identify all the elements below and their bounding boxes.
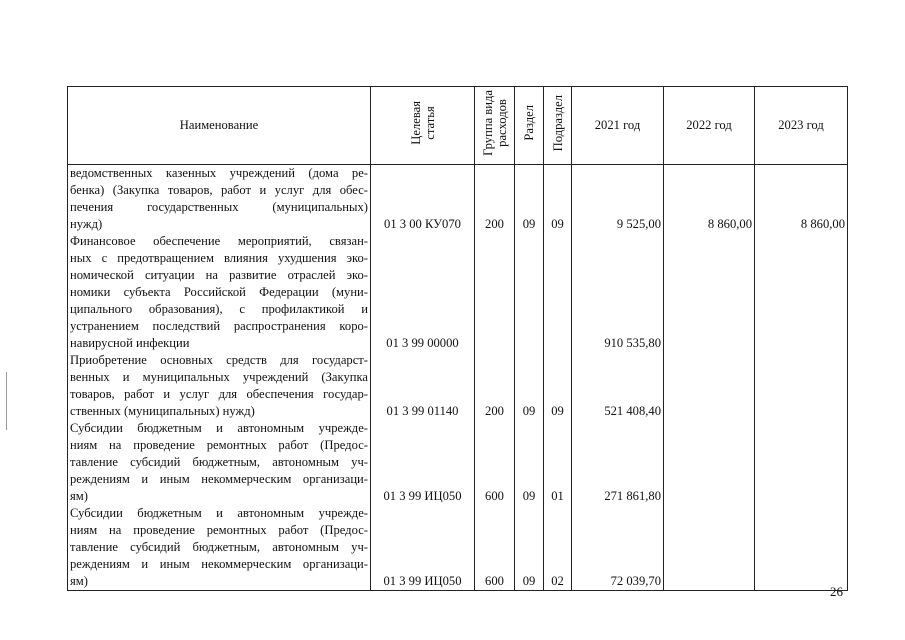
row-amount-2023: [755, 352, 848, 420]
header-2021: 2021 год: [572, 87, 664, 165]
row-amount-2022: [664, 233, 755, 352]
table-body: [68, 165, 848, 591]
row-subsection: 01: [544, 420, 572, 505]
header-target-article: [371, 87, 475, 165]
row-amount-2023: 8 860,00: [755, 165, 848, 234]
row-name-line: Субсидии бюджетным и автономным учрежде-: [70, 506, 368, 520]
row-name-line: тавление субсидий бюджетным, автономным уч-: [70, 455, 368, 469]
row-amount-2022: 8 860,00: [664, 165, 755, 234]
row-amount-2023: [755, 233, 848, 352]
row-name-line: печения государственных (муниципальных): [70, 200, 368, 214]
budget-table: [67, 86, 848, 591]
row-target-article: 01 3 99 ИЦ050: [371, 505, 475, 591]
row-amount-2021: 910 535,80: [572, 233, 664, 352]
row-subsection: [544, 233, 572, 352]
header-2022: 2022 год: [664, 87, 755, 165]
header-section: [515, 87, 544, 165]
table-header-row: [68, 87, 848, 165]
row-name-line: реждениям и иным некоммерческим организаци-: [70, 557, 368, 571]
table-row: [68, 165, 848, 234]
row-name-line: ям): [70, 574, 88, 588]
row-amount-2022: [664, 352, 755, 420]
row-expense-group: 200: [475, 352, 515, 420]
row-section: 09: [515, 420, 544, 505]
row-target-article: 01 3 99 01140: [371, 352, 475, 420]
row-name-line: устранением последствий распространения коро-: [70, 319, 368, 333]
header-2023: 2023 год: [755, 87, 848, 165]
table-row: [68, 505, 848, 591]
page-edge-mark: [6, 372, 7, 430]
row-name-line: ных с предотвращением влияния ухудшения эко-: [70, 251, 368, 265]
table-row: [68, 420, 848, 505]
row-name-line: навирусной инфекции: [70, 336, 190, 350]
row-name-line: ниям на проведение ремонтных работ (Предос-: [70, 523, 368, 537]
row-amount-2022: [664, 505, 755, 591]
row-expense-group: 600: [475, 420, 515, 505]
row-name-line: реждениям и иным некоммерческим организаци-: [70, 472, 368, 486]
row-name-line: Субсидии бюджетным и автономным учрежде-: [70, 421, 368, 435]
row-amount-2021: 9 525,00: [572, 165, 664, 234]
row-name-line: бенка) (Закупка товаров, работ и услуг для обес-: [70, 183, 368, 197]
row-subsection: 09: [544, 165, 572, 234]
header-expense-group: [475, 87, 515, 165]
row-amount-2022: [664, 420, 755, 505]
header-target-article-label: Целевая статья: [408, 101, 437, 145]
row-name-line: товаров, работ и услуг для обеспечения государ-: [70, 387, 368, 401]
row-name-line: тавление субсидий бюджетным, автономным уч-: [70, 540, 368, 554]
row-name: [68, 165, 371, 234]
row-amount-2021: 271 861,80: [572, 420, 664, 505]
row-amount-2021: 72 039,70: [572, 505, 664, 591]
row-section: 09: [515, 165, 544, 234]
header-name: Наименование: [68, 87, 371, 165]
row-name-line: Приобретение основных средств для государст-: [70, 353, 368, 367]
row-subsection: 09: [544, 352, 572, 420]
row-name-line: ям): [70, 489, 88, 503]
page-number: 26: [830, 584, 843, 599]
row-name: [68, 420, 371, 505]
row-expense-group: 600: [475, 505, 515, 591]
row-name: [68, 352, 371, 420]
row-target-article: 01 3 99 ИЦ050: [371, 420, 475, 505]
row-expense-group: 200: [475, 165, 515, 234]
row-name-line: номической ситуации на развитие отраслей эко-: [70, 268, 368, 282]
row-expense-group: [475, 233, 515, 352]
row-name-line: ведомственных казенных учреждений (дома ре-: [70, 166, 368, 180]
row-name-line: Финансовое обеспечение мероприятий, связан-: [70, 234, 368, 248]
row-name-line: ципального образования), с профилактикой и: [70, 302, 368, 316]
row-name-line: ственных (муниципальных) нужд): [70, 404, 255, 418]
row-section: [515, 233, 544, 352]
header-expense-group-label: Группа вида расходов: [480, 90, 509, 156]
row-amount-2023: [755, 505, 848, 591]
header-section-label: Раздел: [522, 105, 536, 141]
row-section: 09: [515, 505, 544, 591]
row-name: [68, 505, 371, 591]
table-row: [68, 352, 848, 420]
row-amount-2023: [755, 420, 848, 505]
row-section: 09: [515, 352, 544, 420]
table-row: [68, 233, 848, 352]
row-name: [68, 233, 371, 352]
row-name-line: номики субъекта Российской Федерации (муни-: [70, 285, 368, 299]
row-amount-2021: 521 408,40: [572, 352, 664, 420]
header-subsection-label: Подраздел: [550, 94, 565, 152]
row-name-line: венных и муниципальных учреждений (Закупка: [70, 370, 368, 384]
row-name-line: нужд): [70, 217, 103, 231]
row-target-article: 01 3 00 КУ070: [371, 165, 475, 234]
row-name-line: ниям на проведение ремонтных работ (Предос-: [70, 438, 368, 452]
header-subsection: [544, 87, 572, 165]
row-subsection: 02: [544, 505, 572, 591]
row-target-article: 01 3 99 00000: [371, 233, 475, 352]
